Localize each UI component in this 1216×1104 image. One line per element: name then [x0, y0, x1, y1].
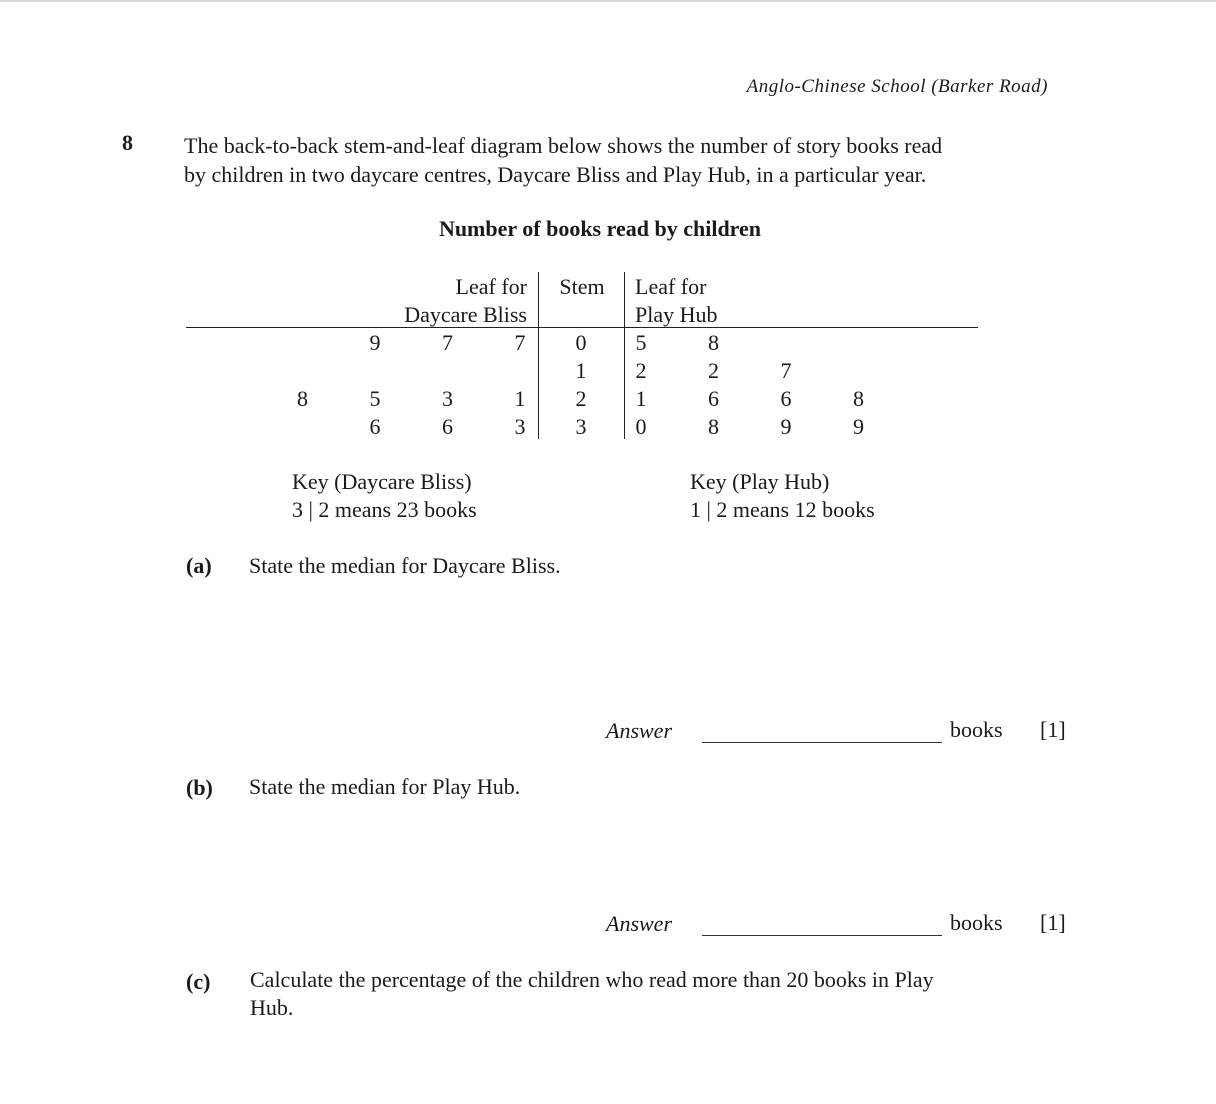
- part-a-text: State the median for Daycare Bliss.: [249, 553, 561, 578]
- leaf-daycare-bliss: 1: [514, 386, 526, 411]
- part-b-label: (b): [186, 775, 213, 800]
- left-header-line-2: Daycare Bliss: [404, 302, 527, 327]
- key-daycare-bliss-title: Key (Daycare Bliss): [292, 469, 472, 494]
- leaf-play-hub: 5: [635, 330, 647, 355]
- header-divider: [186, 327, 978, 328]
- stem-header: Stem: [559, 274, 605, 299]
- right-header: [635, 273, 885, 329]
- key-play-hub-text: 1 | 2 means 12 books: [690, 497, 875, 522]
- intro-line-1: The back-to-back stem-and-leaf diagram below shows the number of story books read: [184, 133, 943, 158]
- part-a-unit: books: [950, 717, 1003, 742]
- part-a-label: (a): [186, 553, 212, 578]
- part-a-answer-label: Answer: [606, 718, 672, 743]
- leaf-daycare-bliss: 3: [514, 414, 526, 439]
- leaf-daycare-bliss: 8: [297, 386, 308, 411]
- part-a-marks: [1]: [1040, 717, 1066, 742]
- stem-value: 3: [575, 414, 587, 439]
- part-c-text-line-1: Calculate the percentage of the children who read more than 20 books in Play: [250, 967, 934, 992]
- part-c-text: [250, 966, 1050, 1022]
- part-b-text: State the median for Play Hub.: [249, 774, 521, 799]
- stem-value: 0: [575, 330, 587, 355]
- stem-and-leaf-diagram: [0, 0, 1216, 460]
- leaf-play-hub: 9: [780, 414, 792, 439]
- right-header-line-2: Play Hub: [635, 302, 718, 327]
- leaf-play-hub: 8: [708, 330, 719, 355]
- part-c-text-line-2: Hub.: [250, 995, 294, 1020]
- key-play-hub-title: Key (Play Hub): [690, 469, 830, 494]
- school-header: Anglo-Chinese School (Barker Road): [746, 76, 1048, 97]
- part-b-answer-label: Answer: [606, 911, 672, 936]
- key-daycare-bliss: [292, 468, 477, 524]
- leaf-daycare-bliss: 6: [369, 414, 381, 439]
- leaf-play-hub: 2: [708, 358, 719, 383]
- leaf-play-hub: 7: [780, 358, 792, 383]
- leaf-play-hub: 8: [708, 414, 719, 439]
- stem-value: 2: [575, 386, 587, 411]
- part-a-answer-blank[interactable]: [702, 742, 942, 743]
- leaf-play-hub: 2: [635, 358, 647, 383]
- leaf-play-hub: 0: [635, 414, 647, 439]
- part-b-unit: books: [950, 910, 1003, 935]
- left-header: [300, 273, 527, 329]
- key-play-hub: [690, 468, 875, 524]
- question-number: 8: [122, 130, 133, 155]
- part-b-marks: [1]: [1040, 910, 1066, 935]
- leaf-play-hub: 6: [708, 386, 719, 411]
- leaf-daycare-bliss: 9: [369, 330, 381, 355]
- leaf-daycare-bliss: 7: [514, 330, 526, 355]
- leaf-daycare-bliss: 6: [442, 414, 453, 439]
- leaf-daycare-bliss: 3: [442, 386, 453, 411]
- key-daycare-bliss-text: 3 | 2 means 23 books: [292, 497, 477, 522]
- part-b-answer-blank[interactable]: [702, 935, 942, 936]
- leaf-play-hub: 8: [853, 386, 864, 411]
- diagram-title: Number of books read by children: [438, 216, 762, 241]
- leaf-play-hub: 9: [853, 414, 864, 439]
- right-header-line-1: Leaf for: [635, 274, 707, 299]
- part-c-label: (c): [186, 969, 211, 994]
- leaf-play-hub: 1: [635, 386, 647, 411]
- leaf-play-hub: 6: [780, 386, 792, 411]
- intro-line-2: by children in two daycare centres, Daycare Bliss and Play Hub, in a particular year.: [184, 162, 927, 187]
- left-header-line-1: Leaf for: [455, 274, 527, 299]
- leaf-daycare-bliss: 7: [442, 330, 453, 355]
- stem-value: 1: [575, 358, 587, 383]
- leaf-daycare-bliss: 5: [369, 386, 381, 411]
